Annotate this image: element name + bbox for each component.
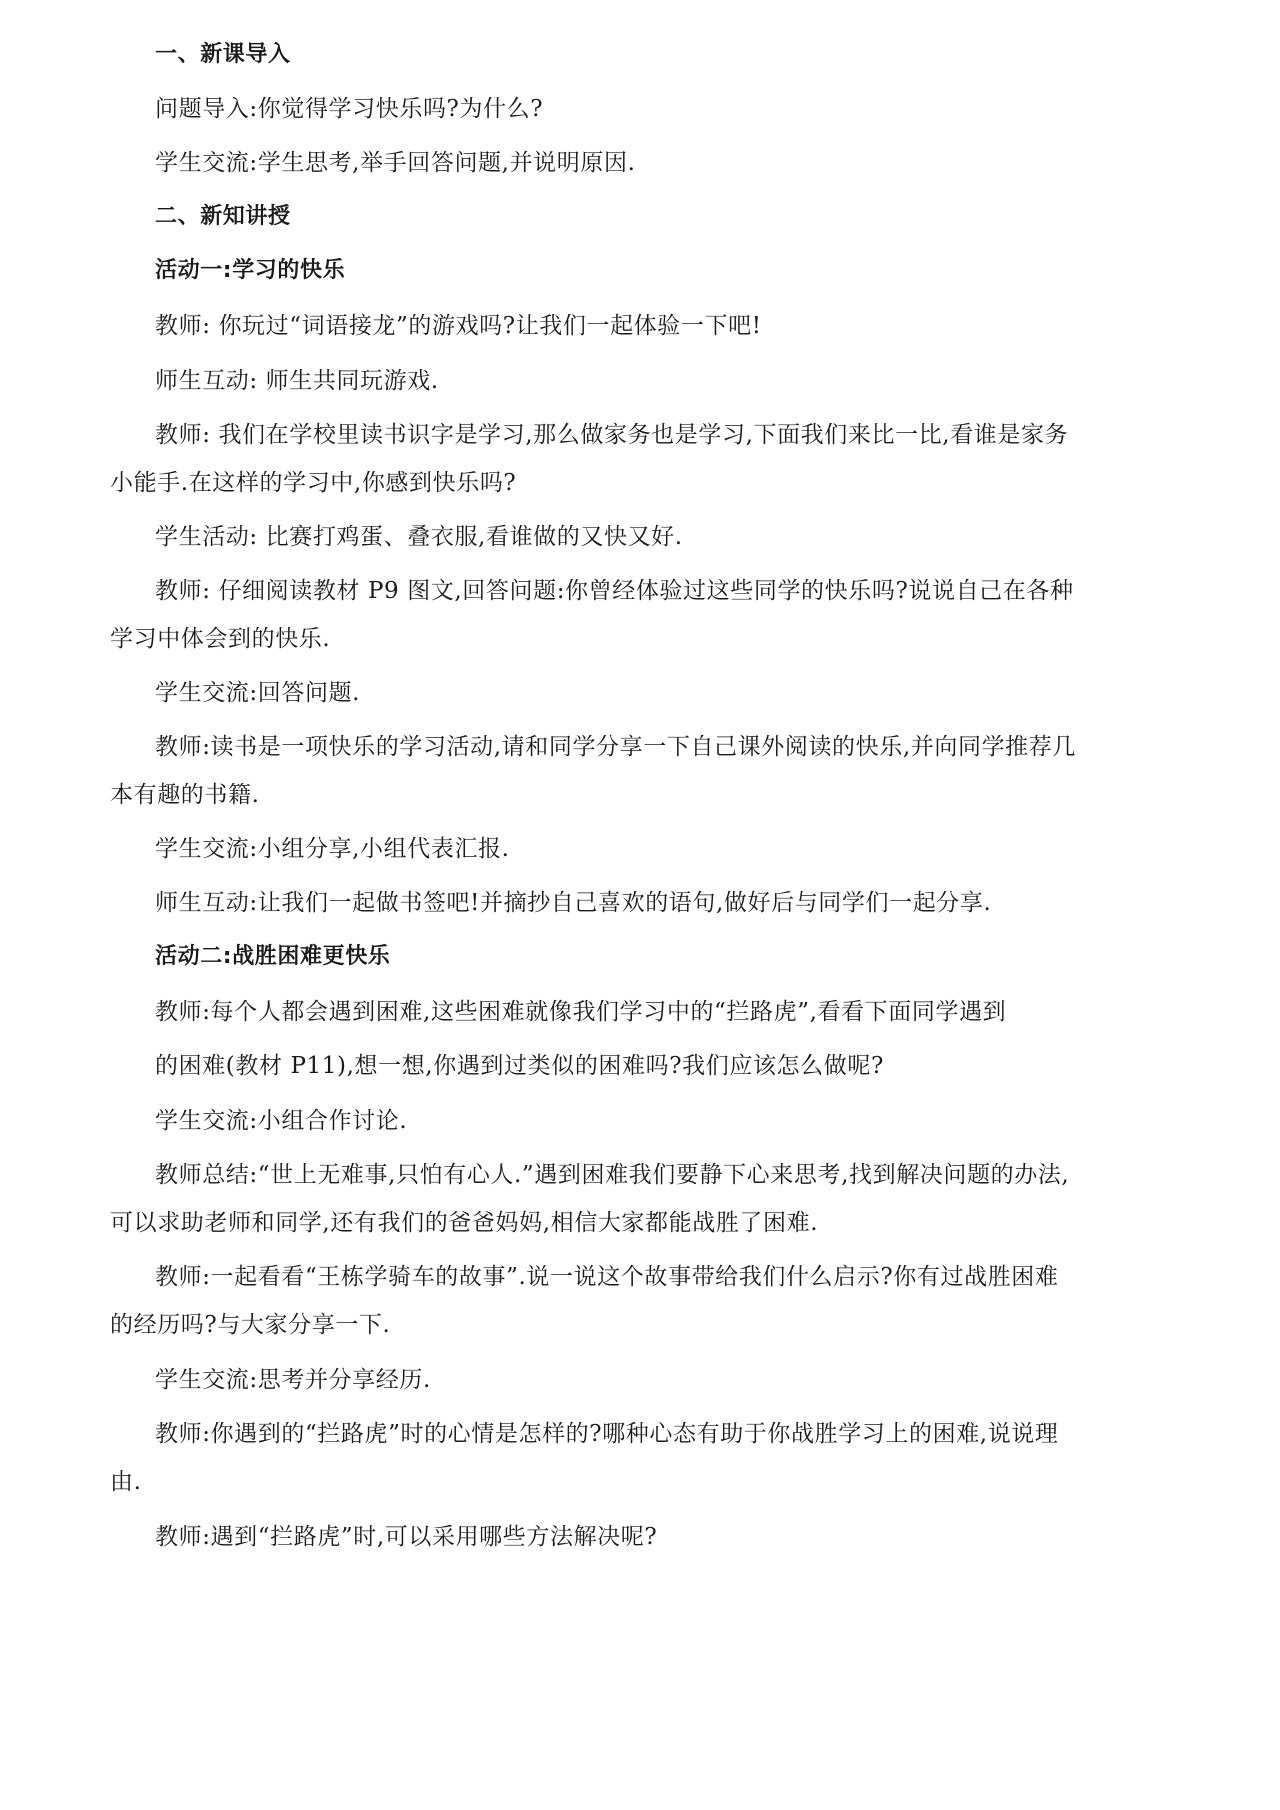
paragraph: 教师:遇到“拦路虎”时,可以采用哪些方法解决呢? bbox=[155, 1524, 658, 1550]
paragraph: 学生交流:小组合作讨论. bbox=[155, 1108, 408, 1134]
section-heading-intro: 一、新课导入 bbox=[155, 42, 291, 67]
paragraph: 学生交流:小组分享,小组代表汇报. bbox=[155, 836, 510, 862]
paragraph-continuation: 可以求助老师和同学,还有我们的爸爸妈妈,相信大家都能战胜了困难. bbox=[110, 1210, 819, 1236]
paragraph: 问题导入:你觉得学习快乐吗?为什么? bbox=[155, 96, 544, 122]
paragraph: 师生互动:让我们一起做书签吧!并摘抄自己喜欢的语句,做好后与同学们一起分享. bbox=[155, 890, 992, 916]
paragraph-continuation: 小能手.在这样的学习中,你感到快乐吗? bbox=[110, 470, 517, 496]
paragraph: 教师: 你玩过“词语接龙”的游戏吗?让我们一起体验一下吧! bbox=[155, 313, 762, 339]
paragraph: 教师总结:“世上无难事,只怕有心人.”遇到困难我们要静下心来思考,找到解决问题的办法, bbox=[155, 1162, 1070, 1188]
paragraph: 教师:一起看看“王栋学骑车的故事”.说一说这个故事带给我们什么启示?你有过战胜困难 bbox=[155, 1264, 1059, 1290]
paragraph: 师生互动: 师生共同玩游戏. bbox=[155, 368, 439, 394]
paragraph: 教师:你遇到的“拦路虎”时的心情是怎样的?哪种心态有助于你战胜学习上的困难,说说理 bbox=[155, 1421, 1059, 1447]
paragraph: 教师: 我们在学校里读书识字是学习,那么做家务也是学习,下面我们来比一比,看谁是家务 bbox=[155, 422, 1069, 448]
paragraph: 的困难(教材 P11),想一想,你遇到过类似的困难吗?我们应该怎么做呢? bbox=[155, 1053, 884, 1079]
section-heading-teaching: 二、新知讲授 bbox=[155, 204, 291, 229]
paragraph-continuation: 本有趣的书籍. bbox=[110, 782, 260, 808]
paragraph-continuation: 的经历吗?与大家分享一下. bbox=[110, 1312, 391, 1338]
paragraph: 学生交流:思考并分享经历. bbox=[155, 1367, 431, 1393]
activity-heading-2: 活动二:战胜困难更快乐 bbox=[155, 944, 391, 969]
paragraph-continuation: 学习中体会到的快乐. bbox=[110, 626, 331, 652]
paragraph: 教师:读书是一项快乐的学习活动,请和同学分享一下自己课外阅读的快乐,并向同学推荐几 bbox=[155, 734, 1076, 760]
activity-heading-1: 活动一:学习的快乐 bbox=[155, 258, 346, 283]
paragraph: 学生交流:学生思考,举手回答问题,并说明原因. bbox=[155, 150, 636, 176]
paragraph: 教师:每个人都会遇到困难,这些困难就像我们学习中的“拦路虎”,看看下面同学遇到 bbox=[155, 999, 1007, 1025]
paragraph-continuation: 由. bbox=[110, 1469, 142, 1495]
paragraph: 教师: 仔细阅读教材 P9 图文,回答问题:你曾经体验过这些同学的快乐吗?说说自己在各种 bbox=[155, 578, 1074, 604]
paragraph: 学生交流:回答问题. bbox=[155, 680, 361, 706]
paragraph: 学生活动: 比赛打鸡蛋、叠衣服,看谁做的又快又好. bbox=[155, 524, 683, 550]
